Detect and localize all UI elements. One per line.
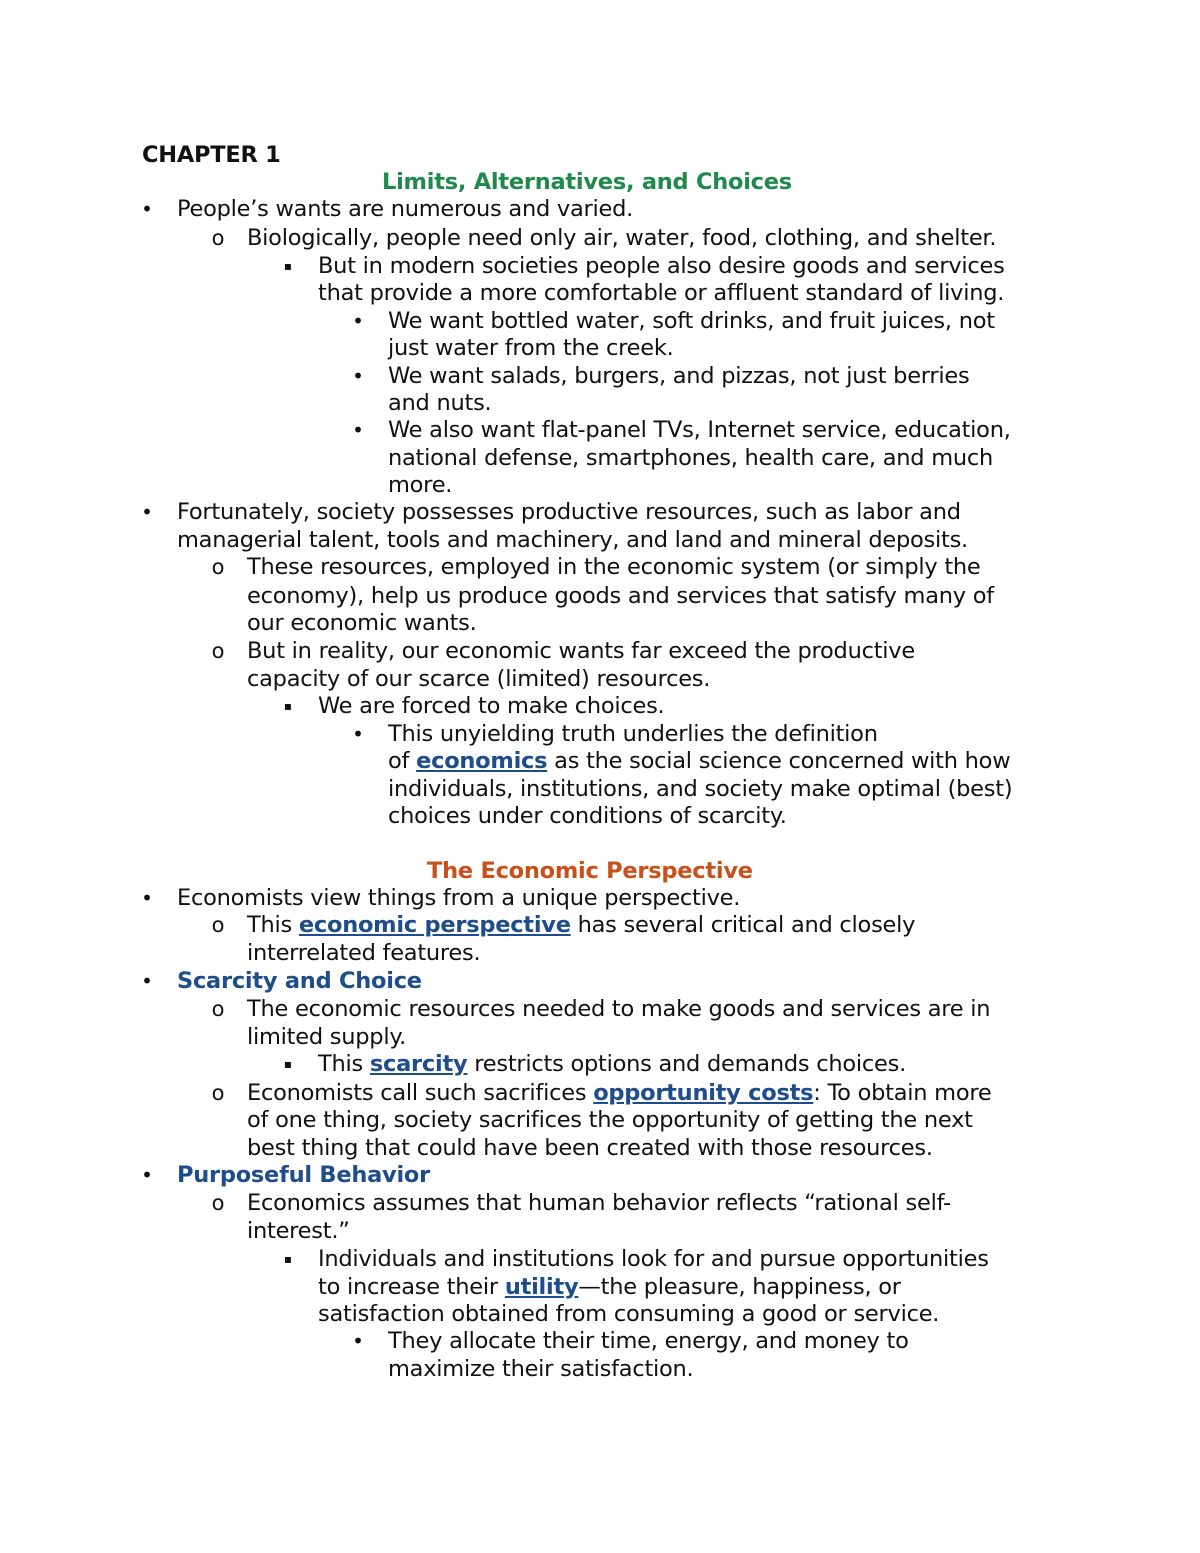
bullet-marker: • <box>352 309 364 333</box>
list-item-continued: managerial talent, tools and machinery, and land and mineral deposits. <box>177 527 968 553</box>
list-item-continued: limited supply. <box>247 1024 407 1050</box>
text-run: has several critical and closely <box>570 912 916 938</box>
list-item: Economists view things from a unique perspective. <box>177 885 741 911</box>
chapter-title: CHAPTER 1 <box>142 142 281 168</box>
list-item-continued: interrelated features. <box>247 940 481 966</box>
list-item-continued <box>318 1274 901 1301</box>
list-item-continued: more. <box>388 472 453 498</box>
text-run: Economists call such sacrifices <box>247 1080 594 1106</box>
circle-marker: o <box>211 639 225 663</box>
list-item: But in modern societies people also desire goods and services <box>318 253 1005 279</box>
term-economics[interactable]: economics <box>416 748 548 774</box>
list-item-continued: individuals, institutions, and society make optimal (best) <box>388 776 1013 802</box>
list-item: We want salads, burgers, and pizzas, not just berries <box>388 363 970 389</box>
subheading-purposeful-behavior: Purposeful Behavior <box>177 1162 430 1188</box>
text-run: —the pleasure, happiness, or <box>578 1274 901 1300</box>
list-item-continued: best thing that could have been created with those resources. <box>247 1135 933 1161</box>
bullet-marker: • <box>141 500 153 524</box>
list-item-continued: capacity of our scarce (limited) resources. <box>247 666 711 692</box>
bullet-marker: • <box>141 969 153 993</box>
circle-marker: o <box>211 1191 225 1215</box>
bullet-marker: • <box>352 418 364 442</box>
list-item: This unyielding truth underlies the definition <box>388 721 878 747</box>
list-item: We want bottled water, soft drinks, and fruit juices, not <box>388 308 995 334</box>
list-item: We also want flat-panel TVs, Internet service, education, <box>388 417 1011 443</box>
term-opportunity-costs[interactable]: opportunity costs <box>593 1080 814 1106</box>
circle-marker: o <box>211 1081 225 1105</box>
list-item: But in reality, our economic wants far exceed the productive <box>247 638 915 664</box>
text-run: of <box>388 748 417 774</box>
list-item: Individuals and institutions look for and pursue opportunities <box>318 1246 989 1272</box>
circle-marker: o <box>211 913 225 937</box>
square-marker: ▪ <box>283 1252 293 1266</box>
list-item-continued <box>388 748 1010 775</box>
list-item-continued: just water from the creek. <box>388 335 674 361</box>
bullet-marker: • <box>352 364 364 388</box>
list-item-continued: maximize their satisfaction. <box>388 1356 694 1382</box>
list-item: Economics assumes that human behavior reflects “rational self- <box>247 1190 951 1216</box>
list-item: Fortunately, society possesses productive resources, such as labor and <box>177 499 961 525</box>
section-heading-limits: Limits, Alternatives, and Choices <box>382 169 792 195</box>
circle-marker: o <box>211 997 225 1021</box>
list-item: We are forced to make choices. <box>318 693 665 719</box>
text-run: as the social science concerned with how <box>547 748 1011 774</box>
term-utility[interactable]: utility <box>504 1274 579 1300</box>
list-item-continued: choices under conditions of scarcity. <box>388 803 787 829</box>
bullet-marker: • <box>352 1329 364 1353</box>
list-item-continued: that provide a more comfortable or affluent standard of living. <box>318 280 1005 306</box>
list-item-continued: of one thing, society sacrifices the opportunity of getting the next <box>247 1107 973 1133</box>
subheading-scarcity-and-choice: Scarcity and Choice <box>177 968 422 994</box>
list-item <box>247 912 915 939</box>
list-item <box>318 1051 906 1078</box>
list-item: They allocate their time, energy, and money to <box>388 1328 909 1354</box>
list-item: Biologically, people need only air, water, food, clothing, and shelter. <box>247 225 997 251</box>
circle-marker: o <box>211 555 225 579</box>
text-run: restricts options and demands choices. <box>467 1051 906 1077</box>
list-item-continued: interest.” <box>247 1218 350 1244</box>
bullet-marker: • <box>141 1163 153 1187</box>
list-item: These resources, employed in the economic system (or simply the <box>247 554 981 580</box>
square-marker: ▪ <box>283 259 293 273</box>
list-item-continued: economy), help us produce goods and services that satisfy many of <box>247 583 994 609</box>
list-item: People’s wants are numerous and varied. <box>177 196 634 222</box>
list-item-continued: and nuts. <box>388 390 492 416</box>
text-run: to increase their <box>318 1274 505 1300</box>
text-run: This <box>318 1051 370 1077</box>
circle-marker: o <box>211 226 225 250</box>
list-item-continued: national defense, smartphones, health care, and much <box>388 445 994 471</box>
bullet-marker: • <box>352 722 364 746</box>
list-item-continued: our economic wants. <box>247 610 477 636</box>
term-scarcity[interactable]: scarcity <box>369 1051 468 1077</box>
list-item-continued: satisfaction obtained from consuming a good or service. <box>318 1301 940 1327</box>
text-run: This <box>247 912 299 938</box>
text-run: : To obtain more <box>813 1080 992 1106</box>
section-heading-economic-perspective: The Economic Perspective <box>427 858 753 884</box>
list-item <box>247 1080 991 1107</box>
term-economic-perspective[interactable]: economic perspective <box>298 912 571 938</box>
bullet-marker: • <box>141 197 153 221</box>
list-item: The economic resources needed to make goods and services are in <box>247 996 991 1022</box>
bullet-marker: • <box>141 886 153 910</box>
square-marker: ▪ <box>283 1057 293 1071</box>
square-marker: ▪ <box>283 699 293 713</box>
